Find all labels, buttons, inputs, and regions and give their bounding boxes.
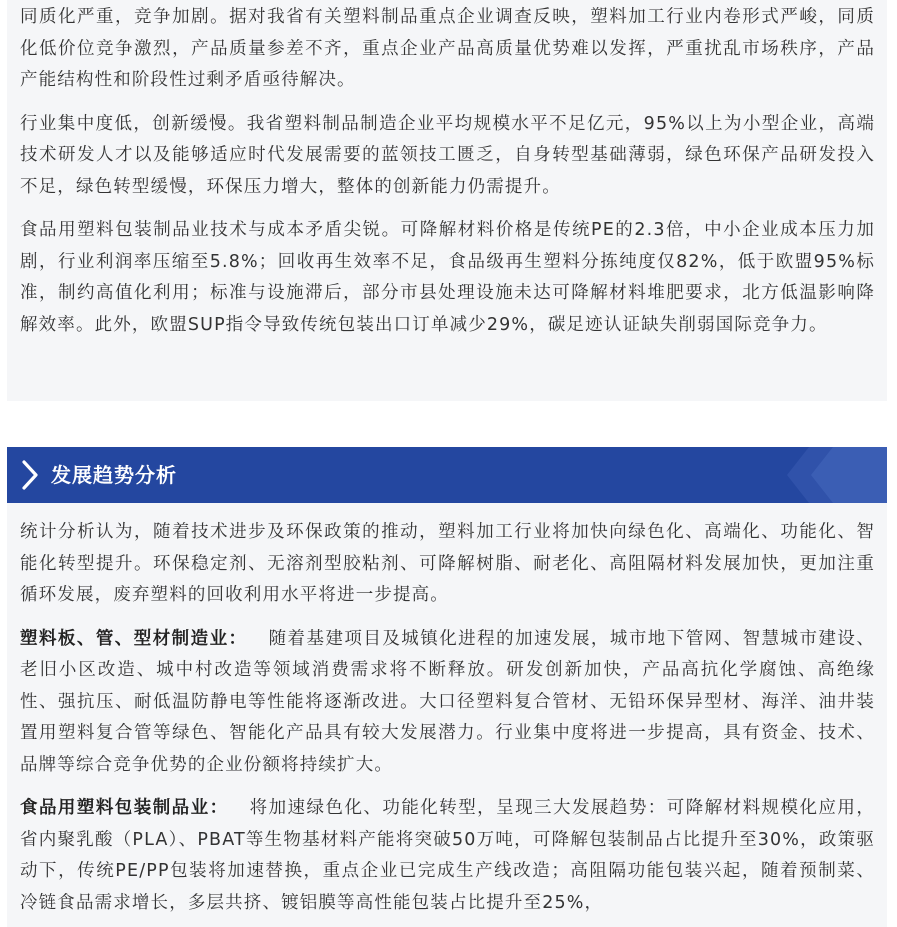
top-text-panel <box>7 0 887 401</box>
lead-packaging: 食品用塑料包装制品业： <box>20 798 229 818</box>
paragraph-packaging <box>20 793 875 919</box>
paragraph-homogenization: 同质化严重，竞争加剧。据对我省有关塑料制品重点企业调查反映，塑料加工行业内卷形式严峻，同质化低价位竞争激烈，产品质量参差不齐，重点企业产品高质量优势难以发挥，严重扰乱市场秩序，产品产能结构性和阶段性过剩矛盾亟待解决。 <box>20 7 875 90</box>
body-pipes: 随着基建项目及城镇化进程的加速发展，城市地下管网、智慧城市建设、老旧小区改造、城中村改造等领域消费需求将不断释放。研发创新加快，产品高抗化学腐蚀、高绝缘性、强抗压、耐低温防静电等性能将逐渐改进。大口径塑料复合管材、无铅环保异型材、海洋、油井装置用塑料复合管等绿色、智能化产品具有较大发展潜力。行业集中度将进一步提高，具有资金、技术、品牌等综合竞争优势的企业份额将持续扩大。 <box>20 628 875 775</box>
paragraph-pipes <box>20 624 875 782</box>
section-title: 发展趋势分析 <box>51 463 177 487</box>
chevron-decor-icon <box>787 447 887 503</box>
bottom-text-panel <box>7 503 887 927</box>
lead-pipes: 塑料板、管、型材制造业： <box>20 628 248 649</box>
paragraph-intro: 统计分析认为，随着技术进步及环保政策的推动，塑料加工行业将加快向绿色化、高端化、功能化、智能化转型提升。环保稳定剂、无溶剂型胶粘剂、可降解树脂、耐老化、高阻隔材料发展加快，更加注重循环发展，废弃塑料的回收利用水平将进一步提高。 <box>20 522 875 605</box>
body-packaging: 将加速绿色化、功能化转型，呈现三大发展趋势：可降解材料规模化应用，省内聚乳酸（PLA）、PBAT等生物基材料产能将突破50万吨，可降解包装制品占比提升至30%，政策驱动下，传统PE/PP包装将加速替换，重点企业已完成生产线改造；高阻隔功能包装兴起，随着预制菜、冷链食品需求增长，多层共挤、镀铝膜等高性能包装占比提升至25%， <box>20 798 876 913</box>
paragraph-food-packaging: 食品用塑料包装制品业技术与成本矛盾尖锐。可降解材料价格是传统PE的2.3倍，中小企业成本压力加剧，行业利润率压缩至5.8%；回收再生效率不足，食品级再生塑料分拣纯度仅82%，低于欧盟95%标准，制约高值化利用；标准与设施滞后，部分市县处理设施未达可降解材料堆肥要求，北方低温影响降解效率。此外，欧盟SUP指令导致传统包装出口订单减少29%，碳足迹认证缺失削弱国际竞争力。 <box>20 220 875 335</box>
chevron-right-icon <box>19 458 41 492</box>
section-header-bar <box>7 447 887 503</box>
paragraph-concentration: 行业集中度低，创新缓慢。我省塑料制品制造企业平均规模水平不足亿元，95%以上为小型企业，高端技术研发人才以及能够适应时代发展需要的蓝领技工匮乏，自身转型基础薄弱，绿色环保产品研发投入不足，绿色转型缓慢，环保压力增大，整体的创新能力仍需提升。 <box>20 113 875 197</box>
